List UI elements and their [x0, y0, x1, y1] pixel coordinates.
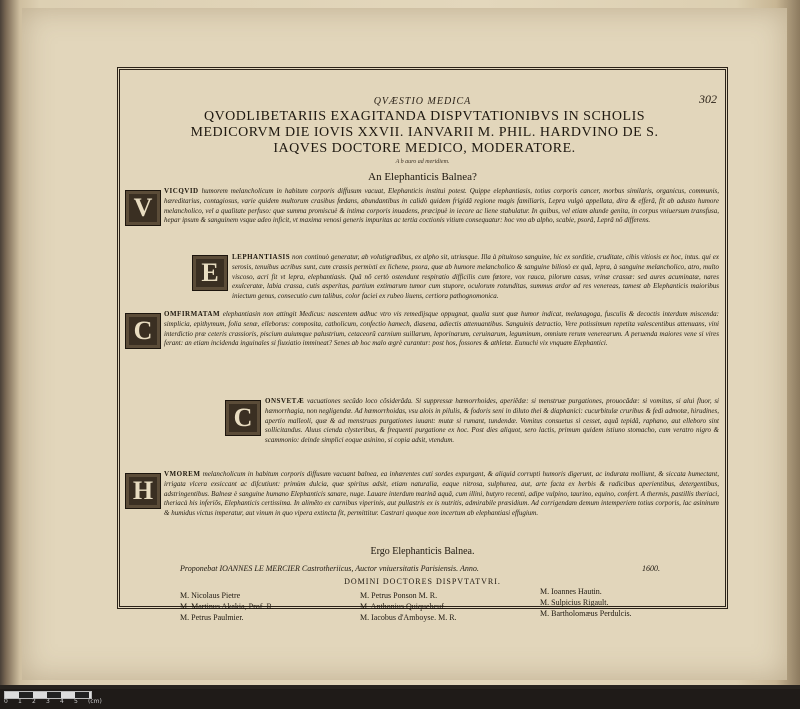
proponebat-text: Proponebat IOANNES LE MERCIER Castrotheriicus, Auctor vniuersitatis Parisiensis. Anno.: [180, 564, 479, 573]
paragraph-lead: ONSVETÆ: [265, 397, 305, 405]
doctor-name: M. Petrus Paulmier.: [180, 613, 244, 622]
subtitle: A b auro ad meridiem.: [395, 159, 450, 165]
drop-cap-initial: C: [125, 313, 161, 349]
doctor-name: M. Ioannes Hautin.: [540, 587, 602, 596]
paragraph: [164, 470, 719, 519]
paragraph-text: humorem melancholicum in habitum corporis diffusum vacuat, Elephanticis institui potest. Quippe elephantiasis, totius corporis cancer, morbus similaris, organicus, communis, hæreditarius, contagiosus, varie quidem multorum crasibus fœdans, abundantibus in calidò quidem frigidâ regione magis familiaris, Lepra vulgò appellata, dira & efferâ, fit ab adusto humore melancholico, vel a qualitate perfuso: quæ summa promiscuè & intima corporis inuadens, præcipuè in iecore ac liene stabulatur. In quibus, vel etiam alunde genita, in corpus vniuersum transfusa, hepar ipsum & sanguinem vsque adeo inficit, vt maxima venosi generis impuritas ac tertia coctionis vitium consequatur: hoc vno ab alpho, scabie, psorâ, Leprâ nõ differens.: [164, 187, 719, 225]
paragraph-text: non continuò generatur, ab volutigradibus, ex alpho sit, utriusque. Illa à pituitoso sanguine, hic ex sorditie, cruditate, cibis vitiosis ex hoc, intus. qui ex serosis, tenuibus acribus sunt, cum crassis permixti ex lichene, psora, quæ ab humore melancholico & sanguine biliosò ex quâ, lepra, à sanguine melancholico, atro, multo viscoso, acri fit vt lepra, elephantiasis. Quâ nõ certò ostendunt respiratio difficilis cum fœtore, vox rauca, pilorum casus, vrinæ crassæ: sed aures acuminatæ, nares exulceratæ, labia crassa, cutis asperitas, partium extimarum tumor cum stupore, oculorum rotunditas, summus ardor ad res venereas, tamest ab Elephanticis maioribus iniectum genus, consecutio cum talibus, color faciei ex rubeo liuens, certiora pathognomonica.: [232, 253, 719, 301]
doctor-name: M. Nicolaus Pietre: [180, 591, 241, 600]
title-line: MEDICORVM DIE IOVIS XXVII. IANVARII M. PHIL. HARDVINO DE S.: [190, 125, 659, 140]
year: 1600.: [642, 564, 660, 573]
paragraph-text: elephantiasin non attingit Medicus: nascentem adhuc vtro vis remedijsque oppugnat, qualia sunt quæ humor indicat, melanagoga, fusculis & decoctis interdum miscenda: simplicia, epithymum, folia senæ, elleborus: composita, catholicum, confectio hamech, diasena, adiectis attenuantibus. Sanguinis detractio, Vere potissimum repetita valescentibus attenuans, vini interdictio præ ceteris crassioris, piscium auiumque palustrium, cetaceorũ carnium suillarum, leporinarum, ceruinarum, leguminum, omnium rerum venerearum. A peruenda maiores vene si vires ferant: an etiam incidenda inguinales si fiuxiatio immineat? Senes ab hoc malo ægrè curantur: post hos, fossores & athletæ. Eunuchi vix vnquam Elephantici.: [164, 310, 719, 348]
scale-label: 5: [74, 698, 78, 705]
scale-label: 0: [4, 698, 8, 705]
paragraph: [232, 253, 719, 302]
question-heading: An Elephanticis Balnea?: [368, 171, 477, 183]
scale-label: (cm): [88, 698, 102, 705]
paragraph-lead: VICQVID: [164, 187, 199, 195]
doctor-name: M. Iacobus d'Amboyse. M. R.: [360, 613, 457, 622]
doctor-name: M. Martinus Akakia, Prof. R.: [180, 602, 274, 611]
paragraph: [164, 187, 719, 226]
title-line: QVODLIBETARIIS EXAGITANDA DISPVTATIONIBVS IN SCHOLIS: [203, 109, 646, 124]
page-title: [142, 109, 707, 157]
paragraph-text: melancholicum in habitum corporis diffusum vacuant balnea, ea inhærentes cuti sordes expurgant, & aliquid corrupti humoris digerunt, ac indurata molliunt, & siccata humectant, irrigata vlcera exsiccant ac difcutiunt: primùm dulcia, quæ spiritus adsit, etiam naturalia, eaque nitrosa, sulphurea, aut, arte facta ex herbis & radicibus aperientibus, detergentibus, adstringentibus. Balneæ è sanguine humano Elephanticis sanare, nuge. Lauare interdum marinâ aquâ, cum illini, butyro recenti, adipe vulpino, taurino, equino, confert. A thermis, pastillis theriaci, theriacà his inferiõs, Elephanticis certissima. In alimẽto ex carnibus viperinis, aut pullastris ex is nutritis, admirabile præsidium. Ad corrigendam demum intemperiem totius corporis, lac asininum & humidus victus imperatur, aut vinum in quo vipera extincta fit, permittitur. Castrari quoque non incertum ab elephantiasi effugium.: [164, 470, 719, 518]
scale-strip: [0, 689, 800, 709]
scale-label: 1: [18, 698, 22, 705]
title-line: IAQVES DOCTORE MEDICO, MODERATORE.: [273, 141, 576, 156]
doctors-heading: DOMINI DOCTORES DISPVTATVRI.: [344, 577, 501, 586]
doctor-name: M. Petrus Ponson M. R.: [360, 591, 438, 600]
paragraph-lead: LEPHANTIASIS: [232, 253, 291, 261]
paragraph: [164, 310, 719, 349]
drop-cap-initial: V: [125, 190, 161, 226]
conclusion: Ergo Elephanticis Balnea.: [370, 546, 475, 557]
doctor-name: M. Anthonius Quiquebeuf.: [360, 602, 446, 611]
doctor-name: M. Bartholomæus Perdulcis.: [540, 609, 632, 618]
doctors-column-1: [180, 590, 274, 623]
proponebat-line: [180, 564, 700, 573]
scale-label: 4: [60, 698, 64, 705]
running-head: QVÆSTIO MEDICA: [373, 96, 472, 107]
scale-label: 2: [32, 698, 36, 705]
scale-label: 3: [46, 698, 50, 705]
text-frame: [117, 67, 728, 622]
drop-cap-initial: C: [225, 400, 261, 436]
doctors-column-2: [360, 590, 457, 623]
paragraph-lead: VMOREM: [164, 470, 201, 478]
book-page: [22, 8, 787, 680]
page-number: 302: [699, 92, 717, 106]
drop-cap-initial: E: [192, 255, 228, 291]
paragraph: [265, 397, 719, 446]
doctors-column-3: [540, 586, 632, 619]
paragraph-lead: OMFIRMATAM: [164, 310, 221, 318]
drop-cap-initial: H: [125, 473, 161, 509]
doctor-name: M. Sulpicius Rigault.: [540, 598, 609, 607]
paragraph-text: vacuationes secũdo loco cõsiderãda. Si suppressæ hæmorrhoides, aperiẽdæ: si menstruæ purgationes, prouocãdæ: si vomitus, si alui fluor, si hæmorrhagia, non negligendæ. Ad hæmorrhoidas, vsu alois in pilulis, & fodoris seni in diluto thei & diaphanici: cucurbitulæ cruribus & fedi admotæ, hirudines, apertio malleoli, quæ & ad menstruas purgationes iuuant: mutæ si rumant, tundendæ. Vomitus consuetus si cesset, aquâ tepidâ, raphano, aut elleboro sint sollicitandus. Aluus cienda clysteribus, & frequenti purgatione ex hoc. Post dies aliquot, sero lactis, primum quidem istiuno stomacho, cum veratro nigro & scammonio: deinde simplici eoque asinino, si copia adsit, vtendum.: [265, 397, 719, 445]
